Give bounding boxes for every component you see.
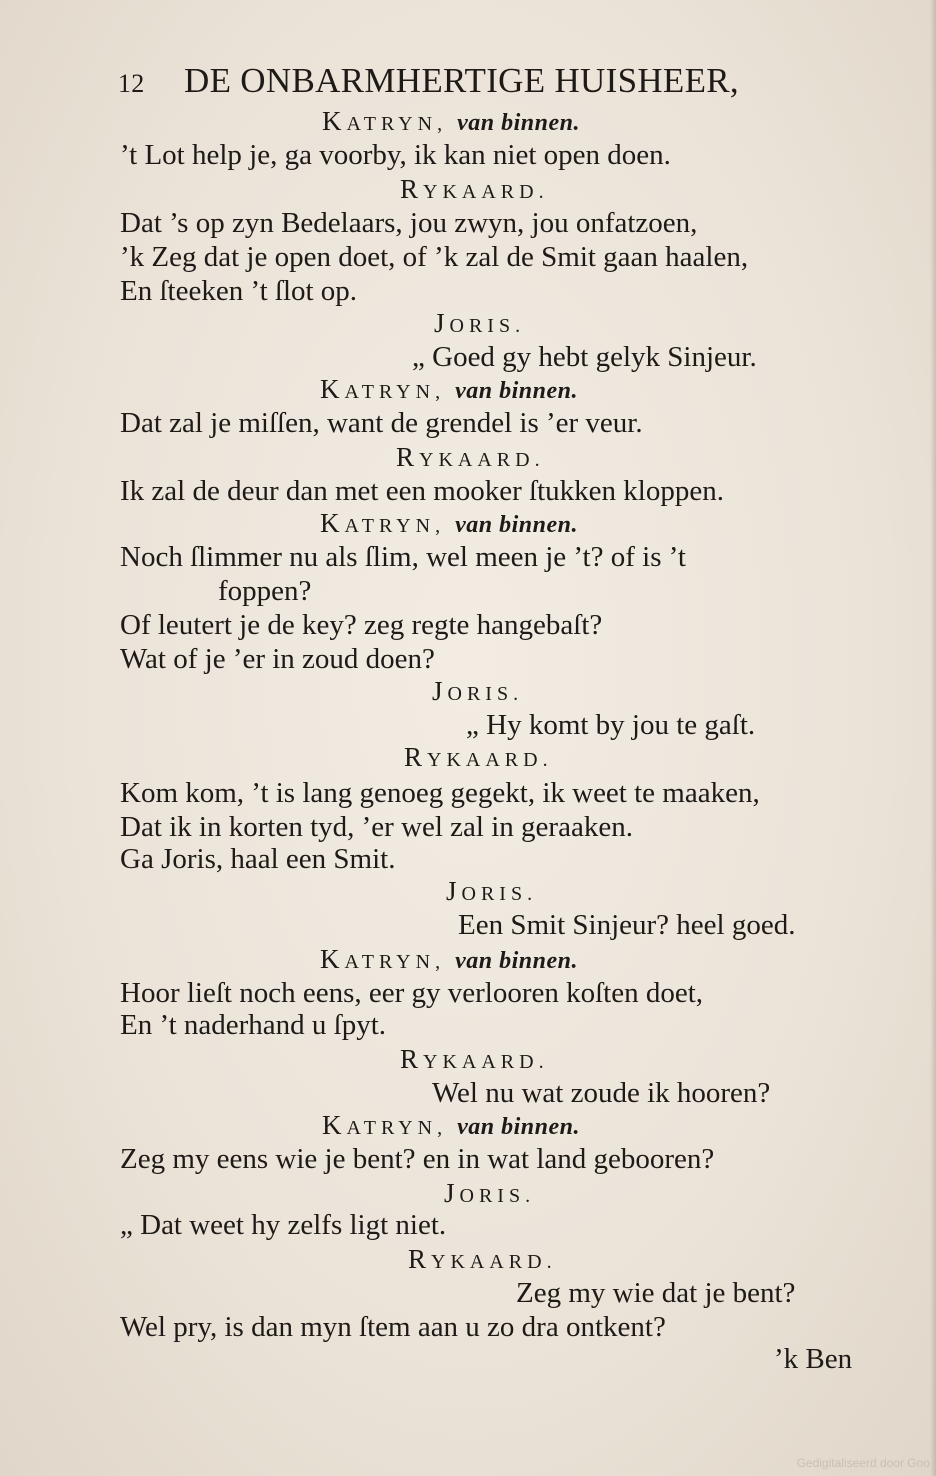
speaker-name: YKAARD. [419, 449, 545, 471]
verse-line: Dat ’s op zyn Bedelaars, jou zwyn, jou onfatzoen, [120, 207, 698, 239]
speaker-name: ORIS. [449, 315, 526, 337]
speaker-initial: J [446, 876, 462, 906]
speaker-initial: R [396, 442, 420, 472]
speaker-heading [444, 1176, 535, 1210]
speaker-heading [396, 440, 545, 474]
speaker-initial: K [322, 1110, 347, 1140]
speaker-heading [434, 306, 525, 340]
page-gutter-shadow [930, 0, 936, 1476]
verse-line: Dat zal je miſſen, want de grendel is ’er veur. [120, 407, 643, 439]
speaker-name: YKAARD. [423, 1051, 549, 1073]
verse-line: „ Dat weet hy zelfs ligt niet. [120, 1209, 447, 1241]
verse-line: Ik zal de deur dan met een mooker ſtukken kloppen. [120, 475, 724, 507]
verse-line: ’k Zeg dat je open doet, of ’k zal de Smit gaan haalen, [120, 241, 749, 273]
speaker-heading [400, 172, 549, 206]
verse-line: Hoor lieſt noch eens, eer gy verlooren koſten doet, [120, 977, 704, 1009]
verse-line: „ Hy komt by jou te gaſt. [466, 709, 756, 741]
verse-line: Wel nu wat zoude ik hooren? [432, 1077, 771, 1109]
stage-direction: van binnen. [457, 110, 580, 136]
verse-line: ’t Lot help je, ga voorby, ik kan niet open doen. [120, 139, 671, 171]
speaker-heading [432, 674, 523, 708]
speaker-name: ATRYN, [346, 113, 448, 135]
verse-line: En ’t naderhand u ſpyt. [120, 1009, 387, 1041]
speaker-heading [446, 874, 537, 908]
speaker-initial: R [400, 174, 424, 204]
verse-line: Zeg my wie dat je bent? [516, 1277, 796, 1309]
speaker-heading [320, 372, 578, 406]
stage-direction: van binnen. [455, 948, 578, 974]
speaker-initial: J [432, 676, 448, 706]
stage-direction: van binnen. [455, 512, 578, 538]
speaker-name: ATRYN, [346, 1117, 448, 1139]
stage-direction: van binnen. [455, 378, 578, 404]
speaker-initial: J [444, 1178, 460, 1208]
speaker-initial: R [404, 742, 428, 772]
speaker-name: ATRYN, [344, 381, 446, 403]
speaker-initial: K [322, 106, 347, 136]
speaker-heading [322, 1108, 580, 1142]
catchword: ’k Ben [774, 1343, 853, 1375]
verse-line: Of leutert je de key? zeg regte hangebaſt? [120, 609, 603, 641]
speaker-name: ATRYN, [344, 951, 446, 973]
verse-line: Zeg my eens wie je bent? en in wat land gebooren? [120, 1143, 715, 1175]
speaker-name: ORIS. [461, 883, 538, 905]
verse-line: Kom kom, ’t is lang genoeg gegekt, ik weet te maaken, [120, 777, 760, 809]
verse-line: Noch ſlimmer nu als ſlim, wel meen je ’t? of is ’t [120, 541, 686, 573]
verse-line: Wel pry, is dan myn ſtem aan u zo dra ontkent? [120, 1311, 666, 1343]
digitization-watermark: Gedigitaliseerd door Goo [796, 1456, 930, 1470]
speaker-initial: K [320, 374, 345, 404]
speaker-name: ORIS. [459, 1185, 536, 1207]
speaker-name: ORIS. [447, 683, 524, 705]
verse-line: Dat ik in korten tyd, ’er wel zal in geraaken. [120, 811, 633, 843]
speaker-name: ATRYN, [344, 515, 446, 537]
running-title: DE ONBARMHERTIGE HUISHEER, [184, 61, 739, 100]
speaker-heading [320, 506, 578, 540]
speaker-initial: R [400, 1044, 424, 1074]
verse-line: Wat of je ’er in zoud doen? [120, 643, 435, 675]
speaker-initial: K [320, 944, 345, 974]
speaker-initial: K [320, 508, 345, 538]
speaker-heading [404, 740, 553, 774]
page-number: 12 [118, 69, 145, 98]
speaker-heading [322, 104, 580, 138]
verse-line-continuation: foppen? [218, 575, 312, 607]
speaker-heading [408, 1242, 557, 1276]
stage-direction: van binnen. [457, 1114, 580, 1140]
speaker-name: YKAARD. [431, 1251, 557, 1273]
speaker-heading [320, 942, 578, 976]
speaker-heading [400, 1042, 549, 1076]
speaker-name: YKAARD. [423, 181, 549, 203]
verse-line: En ſteeken ’t ſlot op. [120, 275, 358, 307]
speaker-initial: J [434, 308, 450, 338]
speaker-name: YKAARD. [427, 749, 553, 771]
verse-line: Een Smit Sinjeur? heel goed. [458, 909, 796, 941]
running-header [118, 58, 838, 104]
speaker-initial: R [408, 1244, 432, 1274]
verse-line: Ga Joris, haal een Smit. [120, 843, 396, 875]
verse-line: „ Goed gy hebt gelyk Sinjeur. [412, 341, 757, 373]
